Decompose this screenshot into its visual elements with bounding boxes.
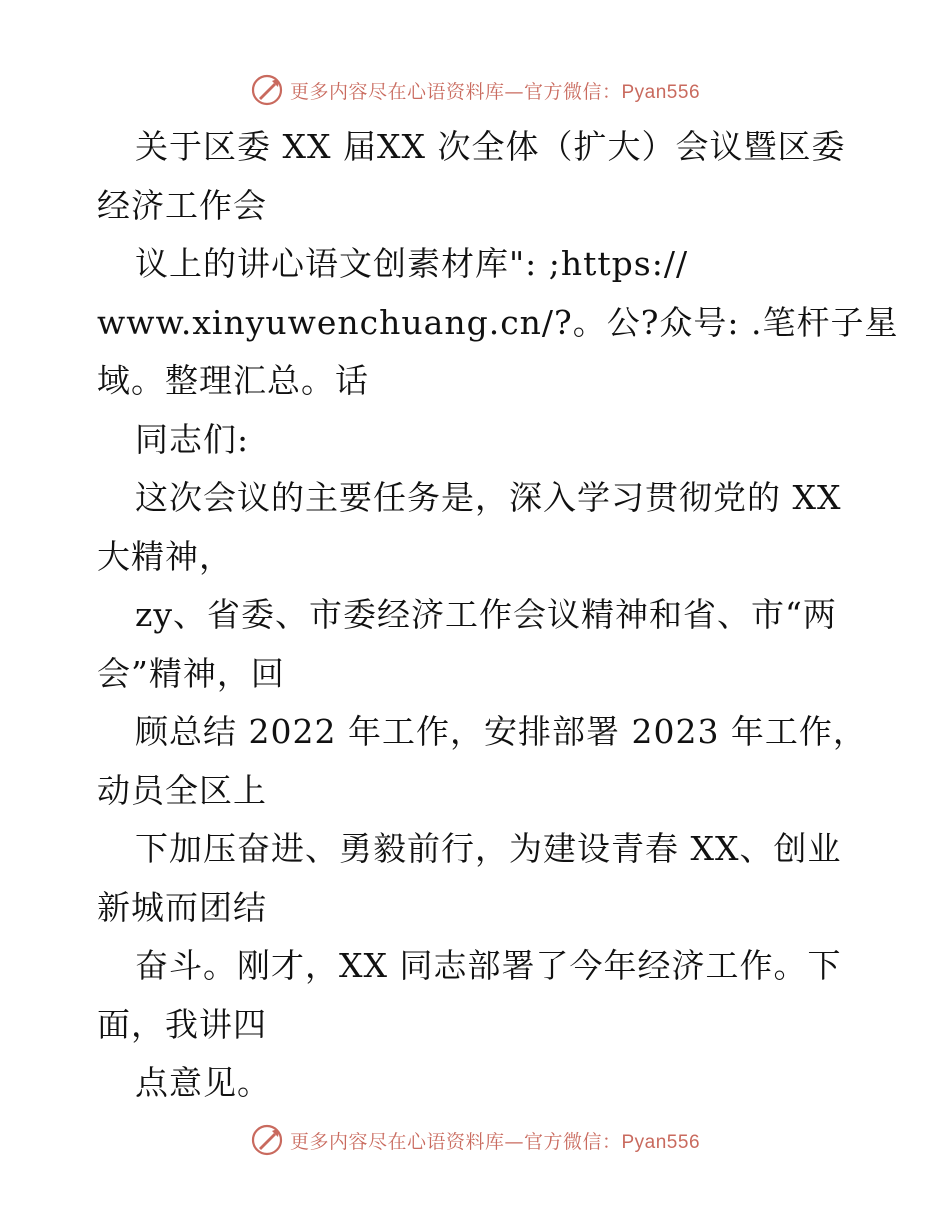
quill-logo-icon [250, 73, 284, 107]
watermark-text: 更多内容尽在心语资料库—官方微信：Pyan556 [289, 1130, 701, 1153]
document-line: www.xinyuwenchuang.cn/?。公?众号: .笔杆子星 [97, 302, 899, 342]
document-body [97, 118, 899, 1113]
document-line: 会”精神，回 [97, 653, 285, 693]
document-line: 域。整理汇总。话 [97, 361, 369, 400]
document-line: zy、省委、市委经济工作会议精神和省、市“两 [135, 595, 837, 634]
watermark-text: 更多内容尽在心语资料库—官方微信：Pyan556 [289, 80, 701, 103]
document-line: 关于区委 XX 届XX 次全体（扩大）会议暨区委 [135, 127, 846, 166]
document-line: 点意见。 [135, 1063, 271, 1102]
document-line: 同志们: [135, 419, 250, 459]
watermark-banner-bottom [0, 1120, 950, 1160]
watermark-banner-top [0, 70, 950, 110]
document-line: 新城而团结 [97, 887, 267, 927]
quill-logo-icon [250, 1123, 284, 1157]
document-line: 经济工作会 [97, 185, 267, 225]
document-line: 这次会议的主要任务是，深入学习贯彻党的 XX [135, 478, 842, 517]
document-line: 下加压奋进、勇毅前行，为建设青春 XX、创业 [135, 829, 842, 868]
document-line: 面，我讲四 [97, 1004, 267, 1044]
watermark-wechat-id: Pyan556 [621, 81, 701, 103]
document-line: 大精神， [97, 536, 233, 576]
watermark-wechat-id: Pyan556 [621, 1131, 701, 1153]
document-line: 顾总结 2022 年工作，安排部署 2023 年工作， [135, 712, 867, 751]
document-line: 议上的讲心语文创素材库": ;https:// [135, 244, 689, 283]
document-line: 动员全区上 [97, 770, 267, 810]
document-line: 奋斗。刚才，XX 同志部署了今年经济工作。下 [135, 946, 842, 985]
